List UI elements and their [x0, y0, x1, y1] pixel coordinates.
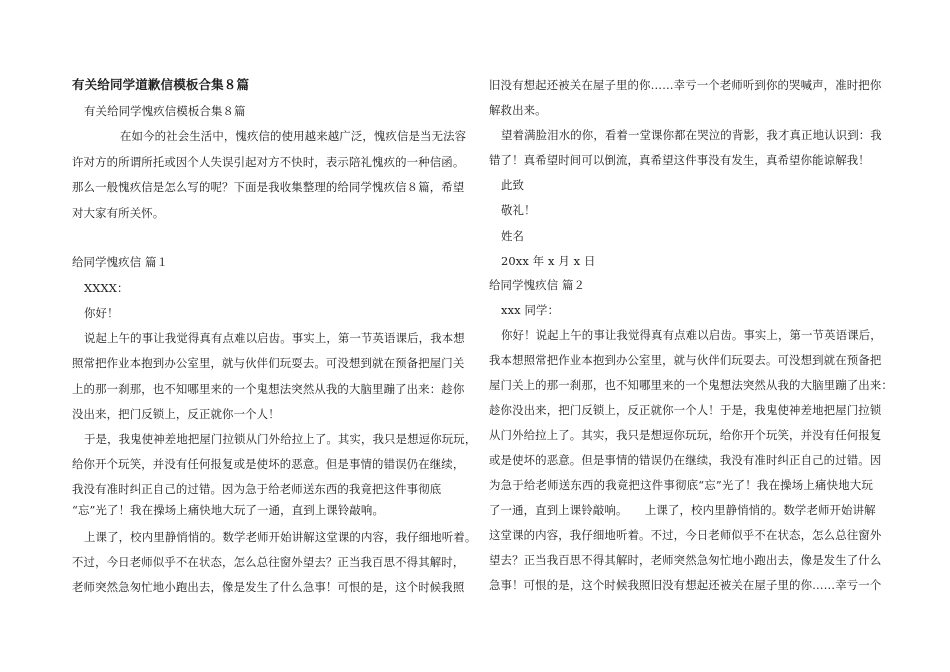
letter2-body-line: 这堂课的内容，我仔细地听着。不过，今日老师似乎不在状态，怎么总往窗外: [489, 528, 882, 542]
letter1-para1-line: 上的那一刹那，也不知哪里来的一个鬼想法突然从我的大脑里蹦了出来：趁你: [72, 382, 465, 396]
letter2-body-line: 或是使坏的恶意。但是事情的错误仍在继续，我没有准时纠正自己的过错。因: [489, 453, 882, 467]
letter1-para3-line: 上课了，校内里静悄悄的。数学老师开始讲解这堂课的内容，我仔细地听着。: [84, 530, 477, 544]
letter1-para4-line: 错了！真希望时间可以倒流，真希望这件事没有发生，真希望你能谅解我！: [489, 153, 870, 167]
letter1-para1-line: 没出来，把门反锁上，反正就你一个人！: [72, 407, 280, 421]
letter1-salutation: XXXX：: [84, 281, 129, 295]
letter2-body-line: 趁你没出来，把门反锁上，反正就你一个人！于是，我鬼使神差地把屋门拉锁: [489, 403, 882, 417]
letter2-body-line: 为急于给老师送东西的我竟把这件事彻底“忘”光了！我在操场上痛快地大玩: [489, 478, 873, 492]
document-title: 有关给同学道歉信模板合集８篇: [72, 77, 250, 92]
letter1-regards: 敬礼！: [501, 203, 536, 217]
letter1-para2-line: 于是，我鬼使神差地把屋门拉锁从门外给拉上了。其实，我只是想逗你玩玩，: [84, 432, 477, 446]
intro-line: 在如今的社会生活中，愧疚信的使用越来越广泛，愧疚信是当无法容: [120, 129, 467, 143]
letter1-date: 20xx 年 x 月 x 日: [501, 254, 596, 268]
letter1-para2-line: 给你开个玩笑，并没有任何报复或是使坏的恶意。但是事情的错误仍在继续，: [72, 457, 465, 471]
intro-line: 对大家有所关怀。: [72, 206, 165, 220]
document-subtitle: 有关给同学愧疚信模板合集８篇: [84, 104, 246, 118]
letter2-heading: 给同学愧疚信 篇２: [489, 278, 586, 292]
letter1-para1-line: 说起上午的事让我觉得真有点难以启齿。事实上，第一节英语课后，我本想: [84, 331, 465, 345]
letter2-body-line: 急事！可恨的是，这个时候我照旧没有想起还被关在屋子里的你……幸亏一个: [489, 578, 882, 592]
letter1-para3-line: 不过，今日老师似乎不在状态，怎么总往窗外望去？正当我百思不得其解时，: [72, 555, 465, 569]
letter1-para2-line: “忘”光了！我在操场上痛快地大玩了一通，直到上课铃敲响。: [72, 503, 385, 517]
letter2-body-line: 你好！说起上午的事让我觉得真有点难以启齿。事实上，第一节英语课后，: [501, 328, 882, 342]
letter1-para2-line: 我没有准时纠正自己的过错。因为急于给老师送东西的我竟把这件事彻底: [72, 482, 442, 496]
letter1-para3-line: 老师突然急匆忙地小跑出去，像是发生了什么急事！可恨的是，这个时候我照: [72, 580, 465, 594]
intro-line: 许对方的所谓所托或因个人失误引起对方不快时，表示陪礼愧疚的一种信函。: [72, 155, 465, 169]
letter1-greeting: 你好！: [84, 306, 119, 320]
letter1-closing: 此致: [501, 178, 525, 192]
letter2-salutation: xxx 同学：: [501, 303, 560, 317]
letter1-heading: 给同学愧疚信 篇１: [72, 255, 169, 269]
letter2-body-line: 我本想照常把作业本抱到办公室里，就与伙伴们玩耍去。可没想到就在预备把: [489, 353, 882, 367]
letter1-para4-line: 望着满脸泪水的你，看着一堂课你都在哭泣的背影，我才真正地认识到：我: [501, 128, 882, 142]
letter1-cont-line: 解救出来。: [489, 103, 547, 117]
letter2-body-line: 望去？正当我百思不得其解时，老师突然急匆忙地小跑出去，像是发生了什么: [489, 553, 882, 567]
letter2-body-line: 屋门关上的那一刹那，也不知哪里来的一个鬼想法突然从我的大脑里蹦了出来：: [489, 378, 893, 392]
letter1-para1-line: 照常把作业本抱到办公室里，就与伙伴们玩耍去。可没想到就在预备把屋门关: [72, 356, 465, 370]
letter2-body-line: 从门外给拉上了。其实，我只是想逗你玩玩，给你开个玩笑，并没有任何报复: [489, 428, 882, 442]
letter2-body-line: 了一通，直到上课铃敲响。 上课了，校内里静悄悄的。数学老师开始讲解: [489, 503, 876, 517]
intro-line: 那么一般愧疚信是怎么写的呢？下面是我收集整理的给同学愧疚信８篇，希望: [72, 180, 465, 194]
letter1-cont-line: 旧没有想起还被关在屋子里的你……幸亏一个老师听到你的哭喊声，准时把你: [489, 78, 882, 92]
letter1-signature: 姓名: [501, 229, 525, 243]
